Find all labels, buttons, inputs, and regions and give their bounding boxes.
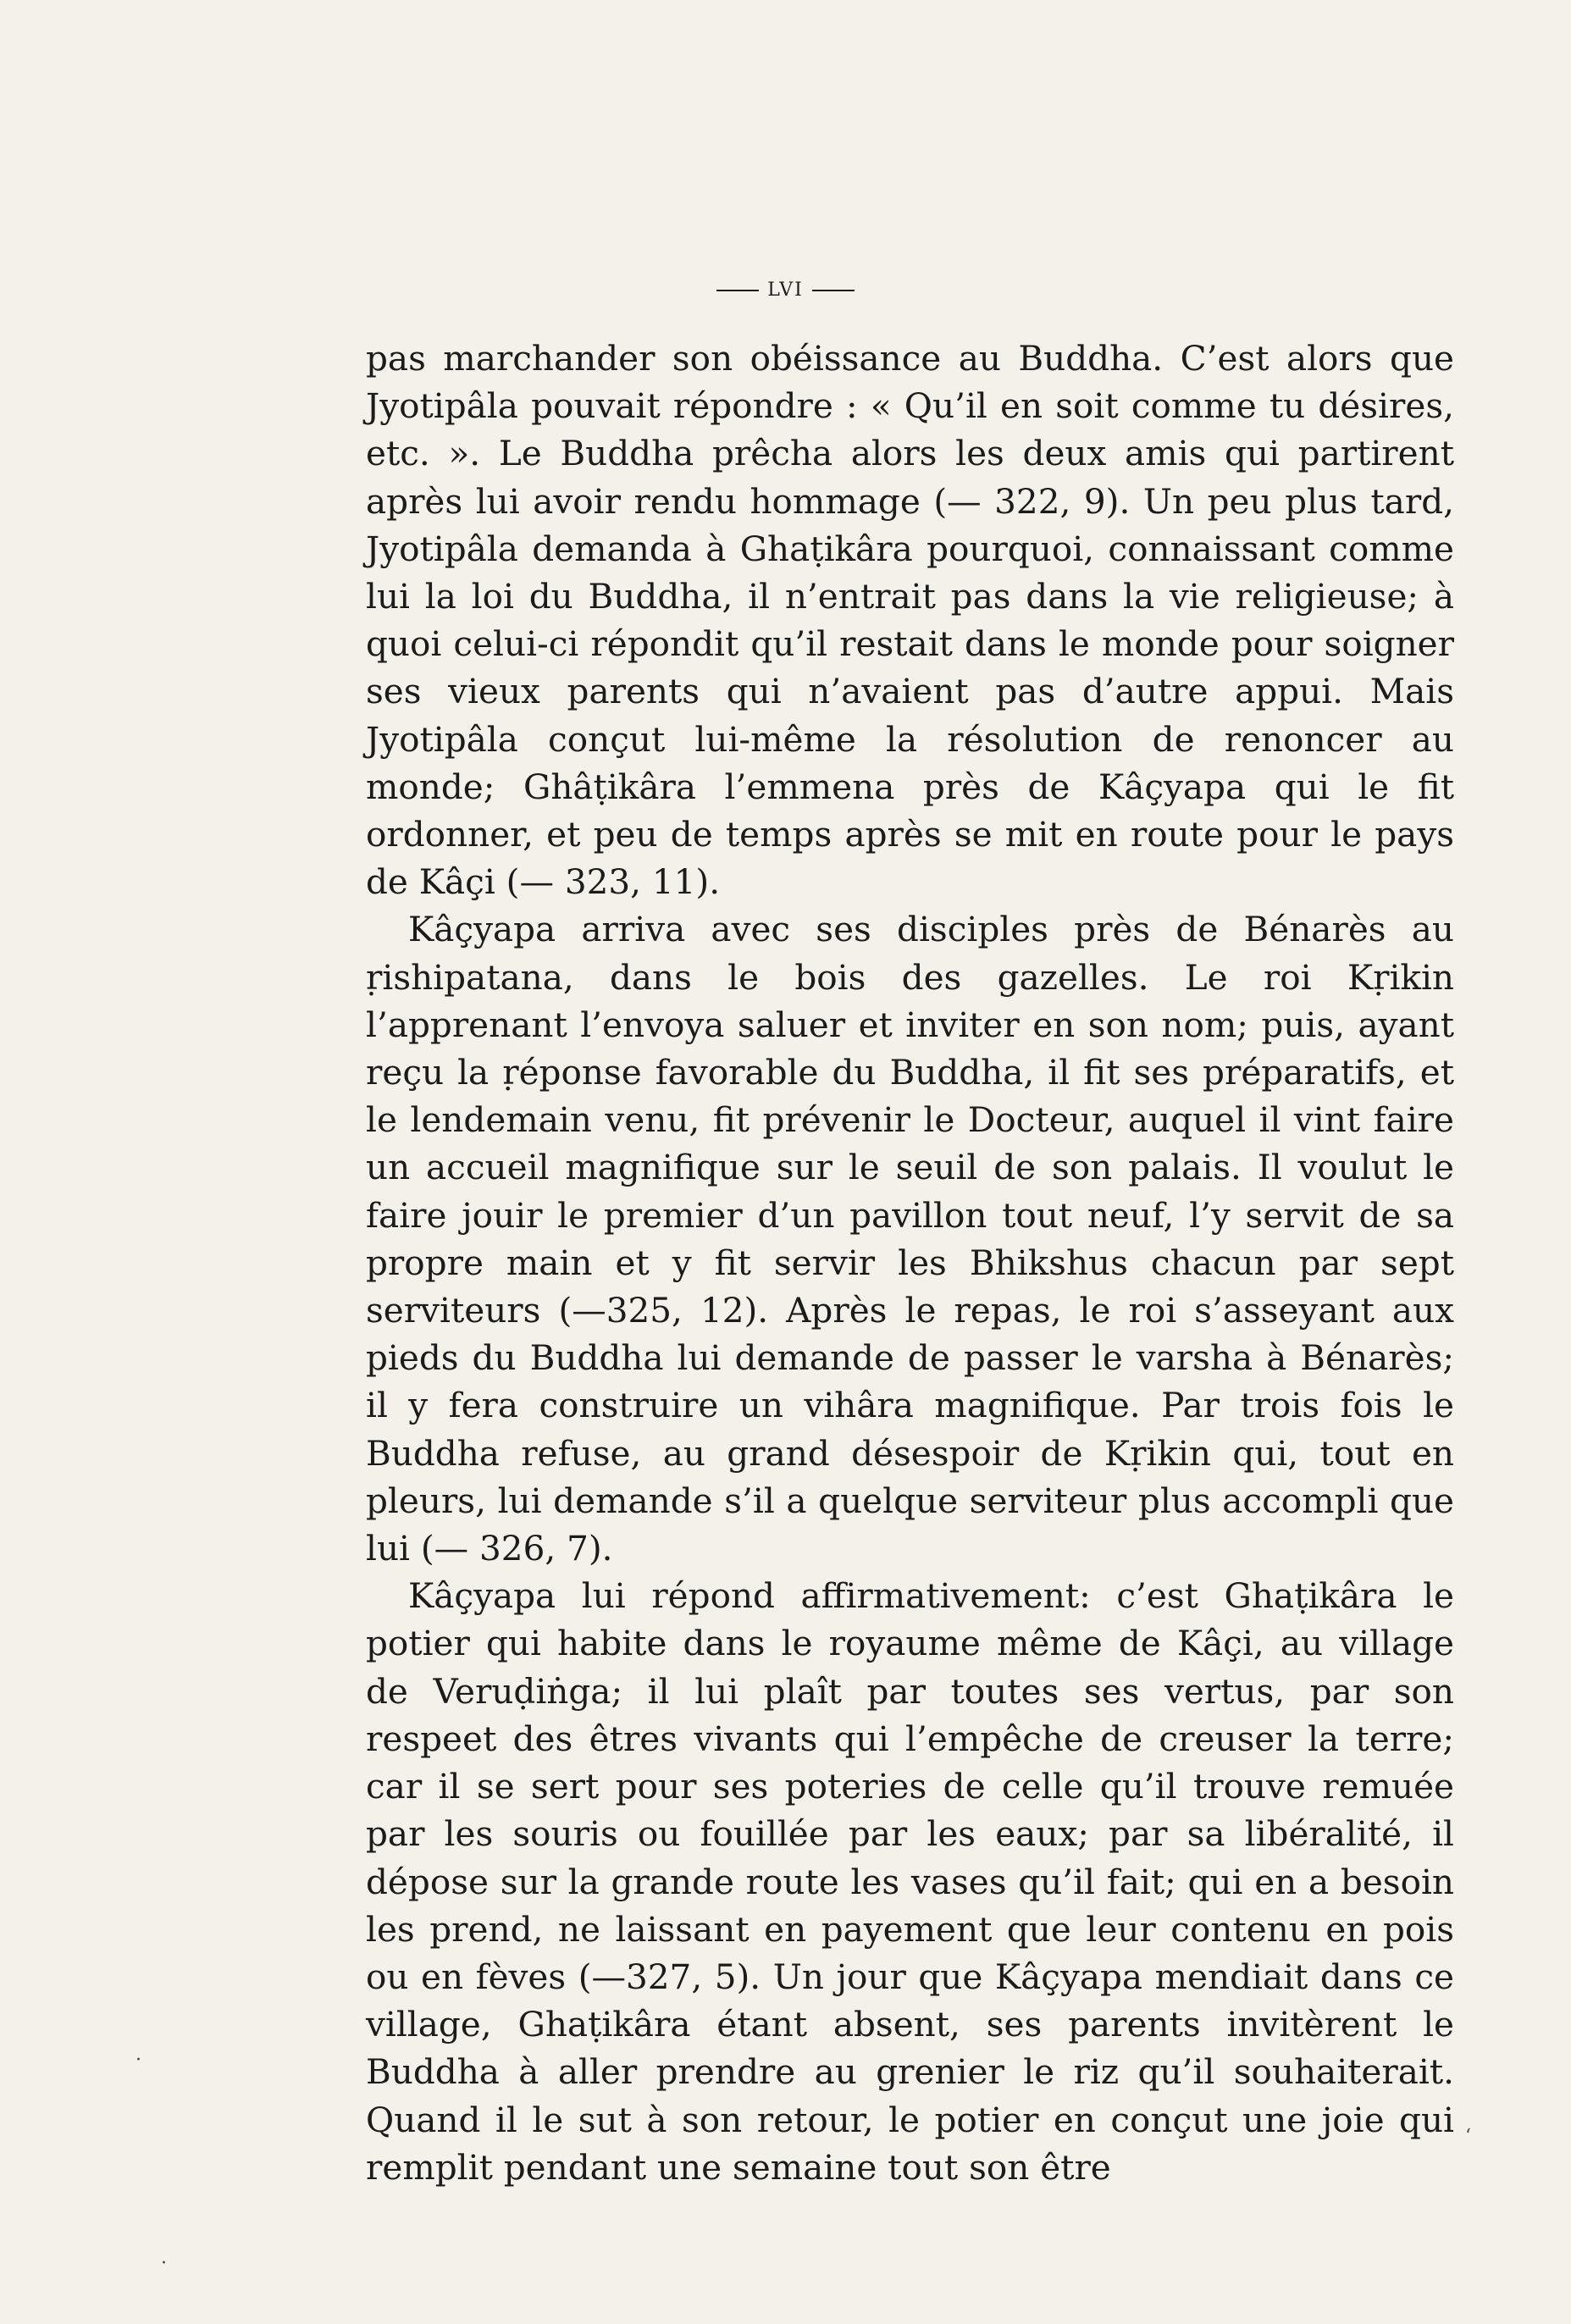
scan-speck: ʻ xyxy=(1465,2126,1471,2147)
header-dash-left xyxy=(716,290,759,291)
scan-speck: · xyxy=(136,2050,141,2071)
scan-speck: · xyxy=(161,2253,167,2274)
page-number: LVI xyxy=(767,279,804,301)
paragraph-3: Kâçyapa lui répond affirmativement: c’est Ghaṭikâra le potier qui habite dans le royaume même de Kâçi, au village de Veruḍiṅga; il lui plaît par toutes ses vertus, par son respeet des êtres vivants qui l’empêche de creuser la terre; car il se sert pour ses poteries de celle qu’il trouve remuée par les souris ou fouillée par les eaux; par sa libéralité, il dépose sur la grande route les vases qu’il fait; qui en a besoin les prend, ne laissant en payement que leur contenu en pois ou en fèves (—327, 5). Un jour que Kâçyapa mendiait dans ce village, Ghaṭikâra étant absent, ses parents invitèrent le Buddha à aller prendre au grenier le riz qu’il souhaiterait. Quand il le sut à son retour, le potier en conçut une joie qui remplit pendant une semaine tout son être xyxy=(366,1575,1454,2188)
paragraph-1: pas marchander son obéissance au Buddha. C’est alors que Jyotipâla pouvait répondre : « Qu’il en soit comme tu désires, etc. ». Le Buddha prêcha alors les deux amis qui partirent après lui avoir rendu hommage (— 322, 9). Un peu plus tard, Jyotipâla demanda à Ghaṭikâra pourquoi, connaissant comme lui la loi du Buddha, il n’entrait pas dans la vie religieuse; à quoi celui-ci répondit qu’il restait dans le monde pour soigner ses vieux parents qui n’avaient pas d’autre appui. Mais Jyotipâla conçut lui-même la résolution de renoncer au monde; Ghâṭikâra l’emmena près de Kâçyapa qui le fit ordonner, et peu de temps après se mit en route pour le pays de Kâçi (— 323, 11). xyxy=(366,338,1454,903)
body-text xyxy=(366,335,1454,2191)
header-dash-right xyxy=(812,290,855,291)
page-header xyxy=(0,279,1571,301)
paragraph-2: Kâçyapa arriva avec ses disciples près de Bénarès au ṛishipatana, dans le bois des gazelles. Le roi Kṛikin l’apprenant l’envoya saluer et inviter en son nom; puis, ayant reçu la ṛéponse favorable du Buddha, il fit ses préparatifs, et le lendemain venu, fit prévenir le Docteur, auquel il vint faire un accueil magnifique sur le seuil de son palais. Il voulut le faire jouir le premier d’un pavillon tout neuf, l’y servit de sa propre main et y fit servir les Bhikshus chacun par sept serviteurs (—325, 12). Après le repas, le roi s’asseyant aux pieds du Buddha lui demande de passer le varsha à Bénarès; il y fera construire un vihâra magnifique. Par trois fois le Buddha refuse, au grand désespoir de Kṛikin qui, tout en pleurs, lui demande s’il a quelque serviteur plus accompli que lui (— 326, 7). xyxy=(366,909,1454,1569)
